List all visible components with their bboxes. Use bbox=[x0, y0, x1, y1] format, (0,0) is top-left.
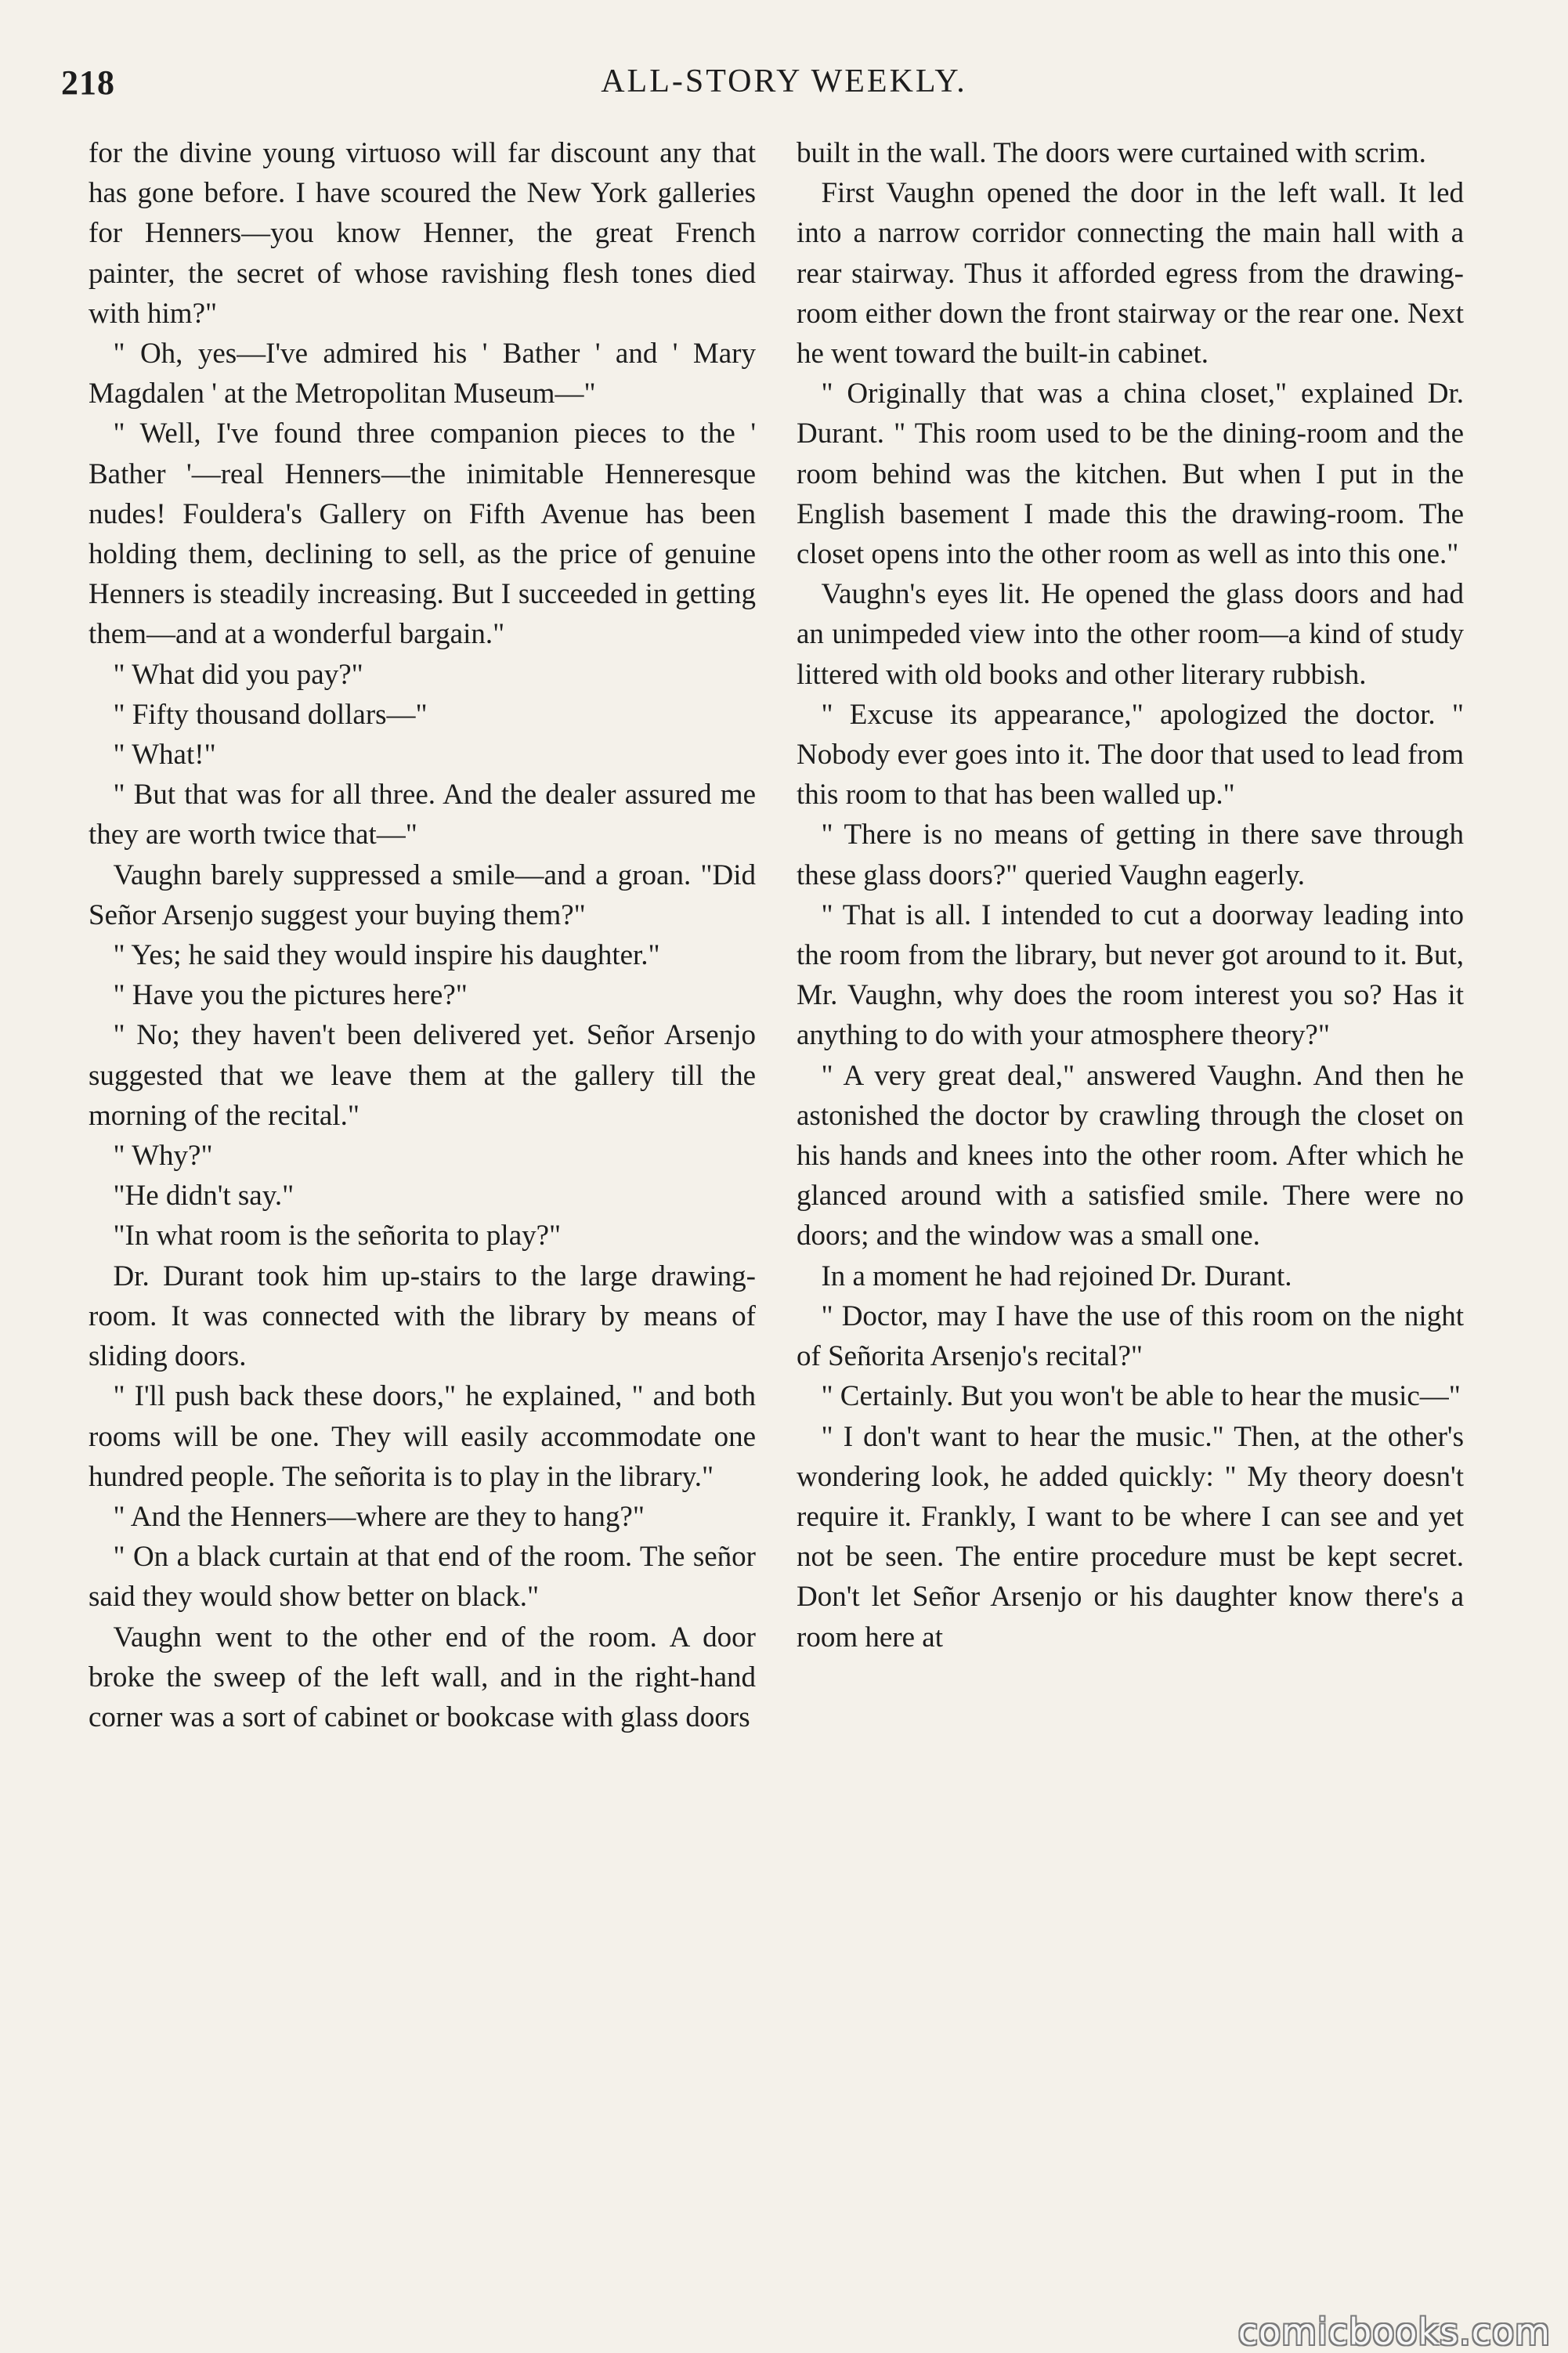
paragraph: " And the Henners—where are they to hang?" bbox=[113, 1500, 645, 1533]
right-column bbox=[797, 133, 1464, 1657]
paragraph: " I'll push back these doors," he explained, " and both rooms will be one. They will easily accommodate one hundred people. The señorita is to play in the library." bbox=[89, 1380, 756, 1493]
paragraph: " There is no means of getting in there save through these glass doors?" queried Vaughn eagerly. bbox=[797, 819, 1464, 891]
left-column bbox=[89, 133, 756, 1737]
paragraph: " Well, I've found three companion pieces to the ' Bather '—real Henners—the inimitable Henneresque nudes! Fouldera's Gallery on Fifth Avenue has been holding them, declining to sell, as the price of genuine Henners is steadily increasing. But I succeeded in getting them—and at a wonderful bargain." bbox=[89, 417, 756, 651]
paragraph: "In what room is the señorita to play?" bbox=[113, 1220, 562, 1252]
paragraph: " A very great deal," answered Vaughn. And then he astonished the doctor by crawling through the closet on his hands and knees into the other room. After which he glanced around with a satisfied smile. There were no doors; and the window was a small one. bbox=[797, 1059, 1464, 1252]
paragraph: " On a black curtain at that end of the room. The señor said they would show better on black." bbox=[89, 1541, 756, 1614]
paragraph: " Doctor, may I have the use of this room on the night of Señorita Arsenjo's recital?" bbox=[797, 1299, 1464, 1373]
paragraph: " Have you the pictures here?" bbox=[113, 979, 468, 1012]
paragraph: First Vaughn opened the door in the left wall. It led into a narrow corridor connecting the main hall with a rear stairway. Thus it afforded egress from the drawing-room either down the front stairway or the rear one. Next he went toward the built-in cabinet. bbox=[797, 177, 1464, 370]
paragraph: Dr. Durant took him up-stairs to the large drawing-room. It was connected with the library by means of sliding doors. bbox=[89, 1260, 756, 1373]
paragraph: " What did you pay?" bbox=[113, 658, 363, 691]
paragraph: " Yes; he said they would inspire his daughter." bbox=[113, 939, 660, 972]
running-title: ALL-STORY WEEKLY. bbox=[601, 63, 967, 99]
paragraph: " That is all. I intended to cut a doorway leading into the room from the library, but never got around to it. But, Mr. Vaughn, why does the room interest you so? Has it anything to do with your atmosphere theory?" bbox=[797, 898, 1464, 1052]
paragraph: " Fifty thousand dollars—" bbox=[113, 698, 428, 731]
paragraph: " No; they haven't been delivered yet. Señor Arsenjo suggested that we leave them at the gallery till the morning of the recital." bbox=[89, 1019, 756, 1132]
paragraph: Vaughn's eyes lit. He opened the glass doors and had an unimpeded view into the other room—a kind of study littered with old books and other literary rubbish. bbox=[797, 578, 1464, 691]
paragraph: " Originally that was a china closet," explained Dr. Durant. " This room used to be the dining-room and the room behind was the kitchen. But when I put in the English basement I made this the drawing-room. The closet opens into the other room as well as into this one." bbox=[797, 378, 1464, 571]
paragraph: " Certainly. But you won't be able to hear the music—" bbox=[821, 1380, 1461, 1413]
page-header bbox=[0, 63, 1568, 117]
paragraph: Vaughn went to the other end of the room. A door broke the sweep of the left wall, and in the right-hand corner was a sort of cabinet or bookcase with glass doors bbox=[89, 1621, 756, 1733]
paragraph: built in the wall. The doors were curtained with scrim. bbox=[797, 137, 1426, 169]
paragraph: " Oh, yes—I've admired his ' Bather ' and ' Mary Magdalen ' at the Metropolitan Museum—" bbox=[89, 338, 756, 410]
paragraph: " I don't want to hear the music." Then, at the other's wondering look, he added quickly: " My theory doesn't require it. Frankly, I want to be where I can see and yet not be seen. The entire procedure must be kept secret. Don't let Señor Arsenjo or his daughter know there's a room here at bbox=[797, 1420, 1464, 1654]
paragraph: for the divine young virtuoso will far discount any that has gone before. I have scoured the New York galleries for Henners—you know Henner, the great French painter, the secret of whose ravishing flesh tones died with him?" bbox=[89, 137, 756, 330]
page-number: 218 bbox=[61, 63, 115, 102]
paragraph: " But that was for all three. And the dealer assured me they are worth twice that—" bbox=[89, 779, 756, 851]
paragraph: " Why?" bbox=[113, 1140, 213, 1173]
paragraph: "He didn't say." bbox=[113, 1180, 294, 1213]
watermark-logo: comicbooks.com bbox=[1237, 2311, 1551, 2353]
paragraph: " Excuse its appearance," apologized the doctor. " Nobody ever goes into it. The door that used to lead from this room to that has been walled up." bbox=[797, 698, 1464, 811]
paragraph: In a moment he had rejoined Dr. Durant. bbox=[821, 1260, 1292, 1292]
paragraph: " What!" bbox=[113, 739, 216, 772]
paragraph: Vaughn barely suppressed a smile—and a groan. "Did Señor Arsenjo suggest your buying them?" bbox=[89, 858, 756, 931]
